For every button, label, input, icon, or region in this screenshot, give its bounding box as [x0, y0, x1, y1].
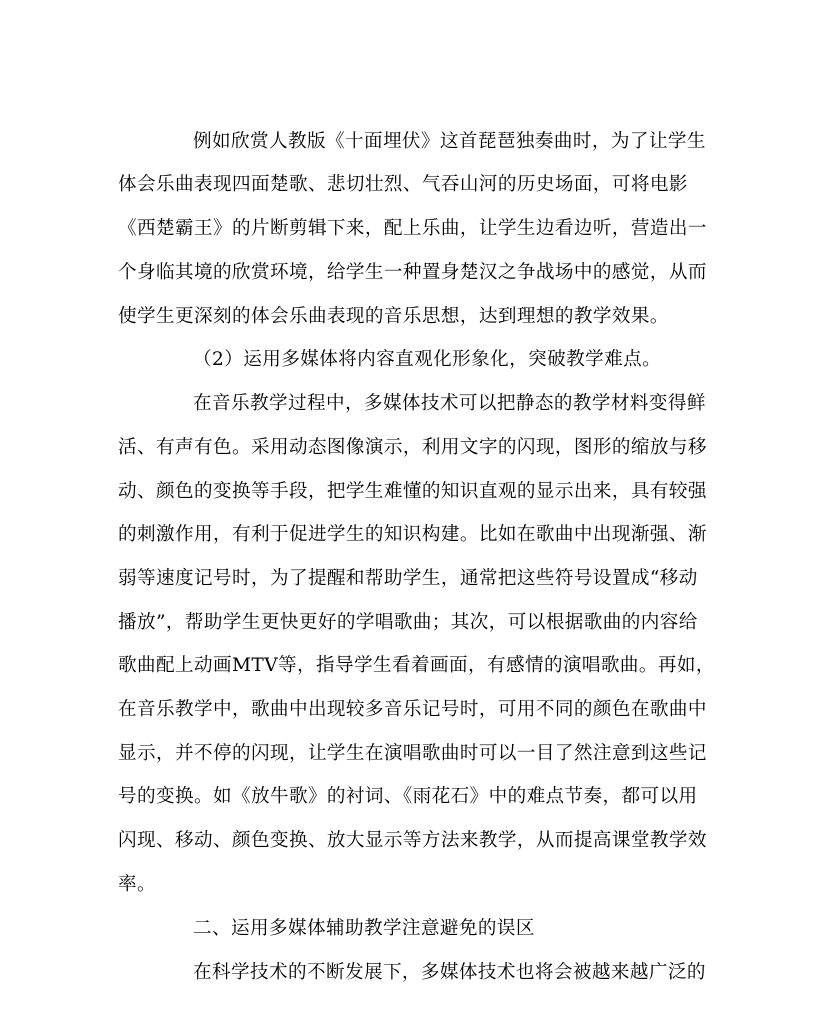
paragraph-2-line-2: 活、有声有色。采用动态图像演示，利用文字的闪现，图形的缩放与移 — [118, 437, 707, 458]
paragraph-2-line-7: 歌曲配上动画MTV等，指导学生看着画面，有感情的演唱歌曲。再如， — [118, 655, 715, 676]
paragraph-2-line-12: 率。 — [118, 874, 156, 895]
paragraph-2-line-10: 号的变换。如《放牛歌》的衬词、《雨花石》中的难点节奏，都可以用 — [118, 786, 698, 807]
paragraph-2-line-11: 闪现、移动、颜色变换、放大显示等方法来教学，从而提高课堂教学效 — [118, 830, 707, 851]
paragraph-2-line-3: 动、颜色的变换等手段，把学生难懂的知识直观的显示出来，具有较强 — [118, 481, 707, 502]
paragraph-2-line-8: 在音乐教学中，歌曲中出现较多音乐记号时，可用不同的颜色在歌曲中 — [118, 699, 707, 720]
paragraph-1-line-2: 体会乐曲表现四面楚歌、悲切壮烈、气吞山河的历史场面，可将电影 — [118, 174, 688, 195]
paragraph-2-line-6: 播放”，帮助学生更快更好的学唱歌曲；其次，可以根据歌曲的内容给 — [118, 612, 698, 633]
section-heading-3: 二、运用多媒体辅助教学注意避免的误区 — [193, 918, 535, 939]
paragraph-2-line-5: 弱等速度记号时，为了提醒和帮助学生，通常把这些符号设置成“移动 — [118, 568, 698, 589]
paragraph-1-line-5: 使学生更深刻的体会乐曲表现的音乐思想，达到理想的教学效果。 — [118, 306, 669, 327]
paragraph-3-line-1: 在科学技术的不断发展下，多媒体技术也将会被越来越广泛的 — [193, 962, 706, 983]
paragraph-1-line-1: 例如欣赏人教版《十面埋伏》这首琵琶独奏曲时，为了让学生 — [193, 131, 706, 152]
paragraph-2-line-9: 显示，并不停的闪现，让学生在演唱歌曲时可以一目了然注意到这些记 — [118, 743, 707, 764]
paragraph-1-line-3: 《西楚霸王》的片断剪辑下来，配上乐曲，让学生边看边听，营造出一 — [118, 218, 707, 239]
section-heading-2: （2）运用多媒体将内容直观化形象化，突破教学难点。 — [193, 349, 662, 370]
paragraph-1-line-4: 个身临其境的欣赏环境，给学生一种置身楚汉之争战场中的感觉，从而 — [118, 262, 707, 283]
paragraph-2-line-4: 的刺激作用，有利于促进学生的知识构建。比如在歌曲中出现渐强、渐 — [118, 524, 707, 545]
paragraph-2-line-1: 在音乐教学过程中，多媒体技术可以把静态的教学材料变得鲜 — [193, 393, 706, 414]
